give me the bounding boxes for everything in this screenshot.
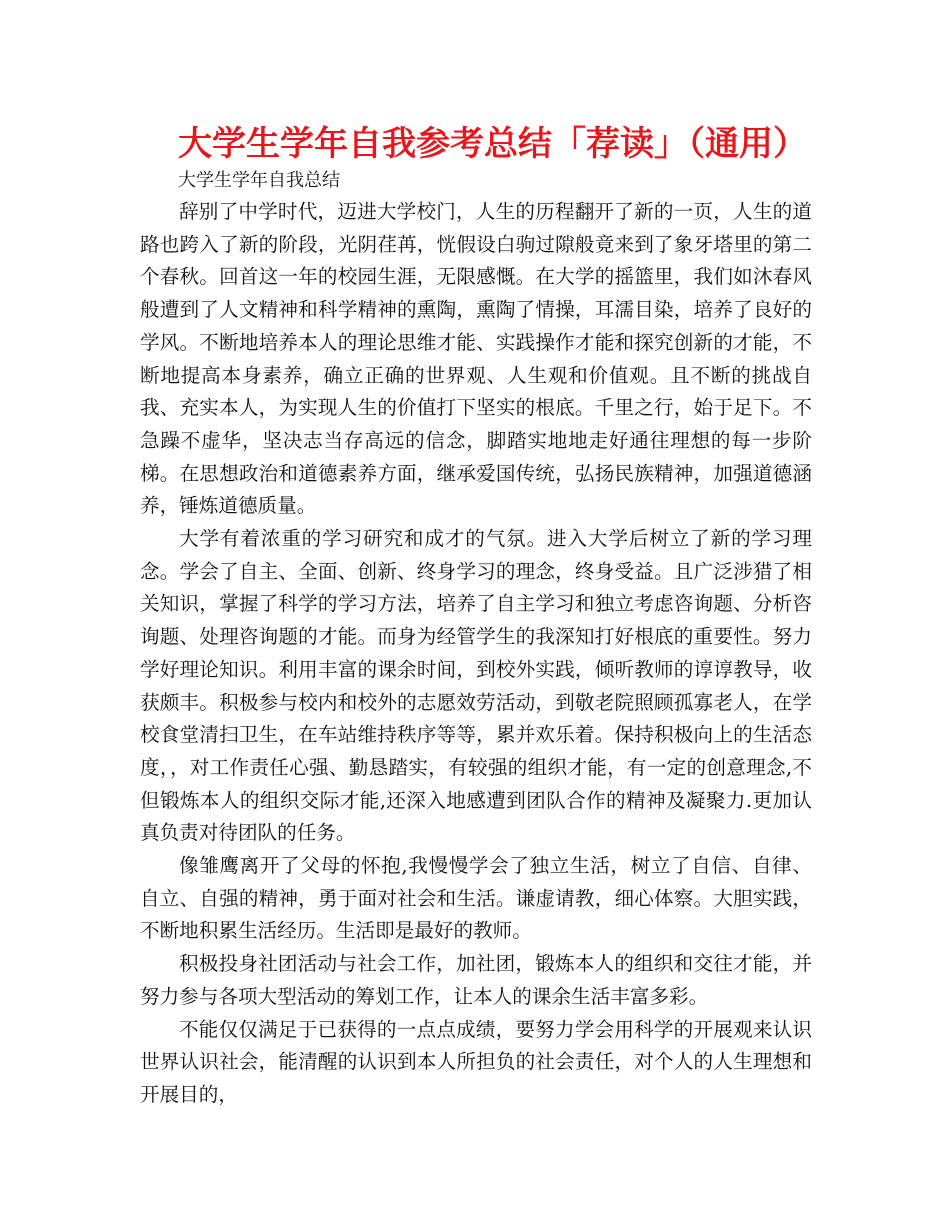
- paragraph: 积极投身社团活动与社会工作，加社团，锻炼本人的组织和交往才能，并努力参与各项大型活动的筹划工作，让本人的课余生活丰富多彩。: [140, 952, 812, 1008]
- document-body: [140, 166, 812, 1112]
- paragraph: 大学有着浓重的学习研究和成才的气氛。进入大学后树立了新的学习理念。学会了自主、全面、创新、终身学习的理念，终身受益。且广泛涉猎了相关知识，掌握了科学的学习方法，培养了自主学习和独立考虑咨询题、分析咨询题、处理咨询题的才能。而身为经管学生的我深知打好根底的重要性。努力学好理论知识。利用丰富的课余时间，到校外实践，倾听教师的谆谆教导，收获颇丰。积极参与校内和校外的志愿效劳活动，到敬老院照顾孤寡老人，在学校食堂清扫卫生，在车站维持秩序等等，累并欢乐着。保持积极向上的生活态度，，对工作责任心强、勤恳踏实，有较强的组织才能，有一定的创意理念,不但锻炼本人的组织交际才能,还深入地感遭到团队合作的精神及凝聚力.更加认真负责对待团队的任务。: [140, 527, 812, 845]
- paragraph: 辞别了中学时代，迈进大学校门，人生的历程翻开了新的一页，人生的道路也跨入了新的阶段，光阴荏苒，恍假设白驹过隙般竟来到了象牙塔里的第二个春秋。回首这一年的校园生涯，无限感慨。在大学的摇篮里，我们如沐春风般遭到了人文精神和科学精神的熏陶，熏陶了情操，耳濡目染，培养了良好的学风。不断地培养本人的理论思维才能、实践操作才能和探究创新的才能，不断地提高本身素养，确立正确的世界观、人生观和价值观。且不断的挑战自我、充实本人，为实现人生的价值打下坚实的根底。千里之行，始于足下。不急躁不虚华，坚决志当存高远的信念，脚踏实地地走好通往理想的每一步阶梯。在思想政治和道德素养方面，继承爱国传统，弘扬民族精神，加强道德涵养，锤炼道德质量。: [140, 200, 812, 518]
- document-title: 大学生学年自我参考总结「荐读」（通用）: [178, 124, 807, 164]
- paragraph: 不能仅仅满足于已获得的一点点成绩，要努力学会用科学的开展观来认识世界认识社会，能清醒的认识到本人所担负的社会责任，对个人的人生理想和开展目的，: [140, 1017, 812, 1106]
- paragraph: 像雏鹰离开了父母的怀抱,我慢慢学会了独立生活，树立了自信、自律、自立、自强的精神，勇于面对社会和生活。谦虚请教，细心体察。大胆实践，不断地积累生活经历。生活即是最好的教师。: [140, 854, 812, 943]
- document-subtitle: 大学生学年自我总结: [178, 170, 340, 191]
